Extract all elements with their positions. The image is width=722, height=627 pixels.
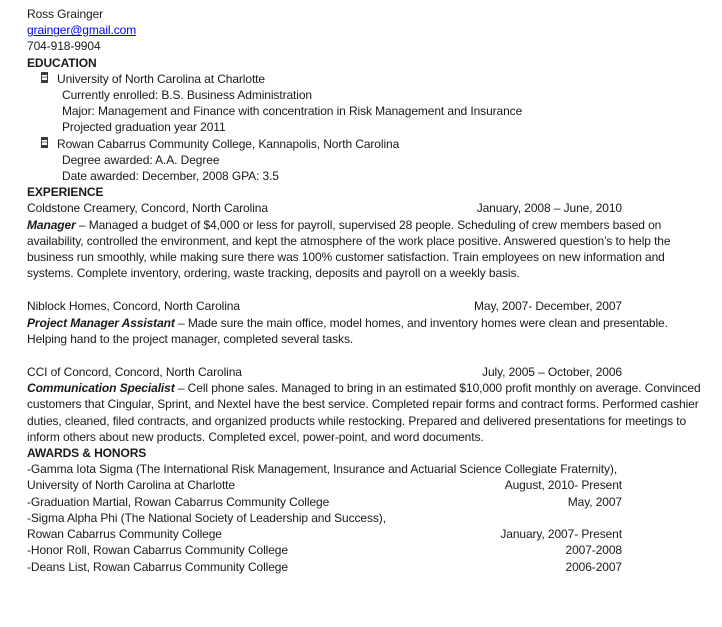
contact-header xyxy=(27,6,702,55)
award-text: -Sigma Alpha Phi (The National Society of Leadership and Success), xyxy=(27,510,386,525)
award-row xyxy=(27,559,702,575)
school-detail: Degree awarded: A.A. Degree xyxy=(62,152,220,167)
award-text: -Gamma Iota Sigma (The International Risk Management, Insurance and Actuarial Science Collegiate Fraternity), xyxy=(27,462,618,477)
school-detail: Date awarded: December, 2008 GPA: 3.5 xyxy=(62,169,279,184)
contact-phone: 704-918-9904 xyxy=(27,39,101,54)
education-item xyxy=(27,71,702,136)
award-row xyxy=(27,510,702,526)
job-description xyxy=(27,217,702,282)
award-dates: January, 2007- Present xyxy=(500,527,622,542)
company-name: CCI of Concord, Concord, North Carolina xyxy=(27,365,242,380)
contact-email-line xyxy=(27,22,702,38)
job-title: Communication Specialist xyxy=(27,381,175,396)
school-name: Rowan Cabarrus Community College, Kannapolis, North Carolina xyxy=(57,136,400,151)
bullet-tofu-icon xyxy=(41,72,48,83)
award-row xyxy=(27,461,702,477)
job-entry xyxy=(27,200,702,281)
job-header-row xyxy=(27,298,702,314)
job-header-row xyxy=(27,364,702,380)
school-detail: Currently enrolled: B.S. Business Administration xyxy=(62,88,312,103)
school-detail: Projected graduation year 2011 xyxy=(62,120,226,135)
award-text: -Graduation Martial, Rowan Cabarrus Community College xyxy=(27,494,330,509)
award-text: -Deans List, Rowan Cabarrus Community College xyxy=(27,559,288,574)
contact-name: Ross Grainger xyxy=(27,7,104,21)
company-name: Coldstone Creamery, Concord, North Carolina xyxy=(27,201,268,216)
award-dates: 2006-2007 xyxy=(565,559,622,574)
awards-heading: AWARDS & HONORS xyxy=(27,446,147,461)
award-text: University of North Carolina at Charlotte xyxy=(27,478,235,493)
school-name-row xyxy=(41,71,702,87)
job-title: Manager xyxy=(27,217,76,232)
award-text: Rowan Cabarrus Community College xyxy=(27,527,222,542)
education-section xyxy=(27,55,702,185)
school-detail: Major: Management and Finance with concentration in Risk Management and Insurance xyxy=(62,104,523,119)
job-entry xyxy=(27,298,702,347)
education-heading: EDUCATION xyxy=(27,55,97,70)
award-dates: August, 2010- Present xyxy=(504,478,622,493)
award-row xyxy=(27,494,702,510)
job-description xyxy=(27,380,702,445)
job-description-text: – Cell phone sales. Managed to bring in an estimated $10,000 profit monthly on average. Convinced customers that Cingular, Sprint, and Nextel have the best service. Completed repair forms and contract forms. Performed cashier duties, cleaned, filed contracts, and organized products while restocking. Prepared and delivered presentations for meetings to inform others about new products. Completed excel, power-point, and word documents. xyxy=(27,381,701,444)
education-item xyxy=(27,136,702,185)
job-dates: January, 2008 – June, 2010 xyxy=(476,201,622,216)
job-dates: July, 2005 – October, 2006 xyxy=(482,365,622,380)
award-row xyxy=(27,542,702,558)
email-link[interactable]: grainger@gmail.com xyxy=(27,23,137,38)
company-name: Niblock Homes, Concord, North Carolina xyxy=(27,299,240,314)
job-header-row xyxy=(27,200,702,216)
award-text: -Honor Roll, Rowan Cabarrus Community College xyxy=(27,543,288,558)
job-title: Project Manager Assistant xyxy=(27,315,175,330)
school-name: University of North Carolina at Charlotte xyxy=(57,71,265,86)
job-dates: May, 2007- December, 2007 xyxy=(473,299,622,314)
award-dates: 2007-2008 xyxy=(565,543,622,558)
experience-heading: EXPERIENCE xyxy=(27,185,104,200)
job-entry xyxy=(27,364,702,445)
school-name-row xyxy=(41,136,702,152)
awards-section xyxy=(27,445,702,575)
award-dates: May, 2007 xyxy=(567,494,622,509)
experience-section xyxy=(27,184,702,445)
job-description-text: – Made sure the main office, model homes, and inventory homes were clean and presentable. Helping hand to the project manager, completed several tasks. xyxy=(27,315,668,346)
job-description xyxy=(27,315,702,347)
bullet-tofu-icon xyxy=(41,137,48,148)
award-row xyxy=(27,477,702,493)
award-row xyxy=(27,526,702,542)
job-description-text: – Managed a budget of $4,000 or less for payroll, supervised 28 people. Scheduling of crew members based on availability, controlled the environment, and kept the atmosphere of the work place positive. Answered question’s to help the business run smoothly, while making sure there was 100% customer satisfaction. Train employees on new information and systems. Complete inventory, ordering, waste tracking, deposits and payroll on a weekly basis. xyxy=(27,217,671,281)
